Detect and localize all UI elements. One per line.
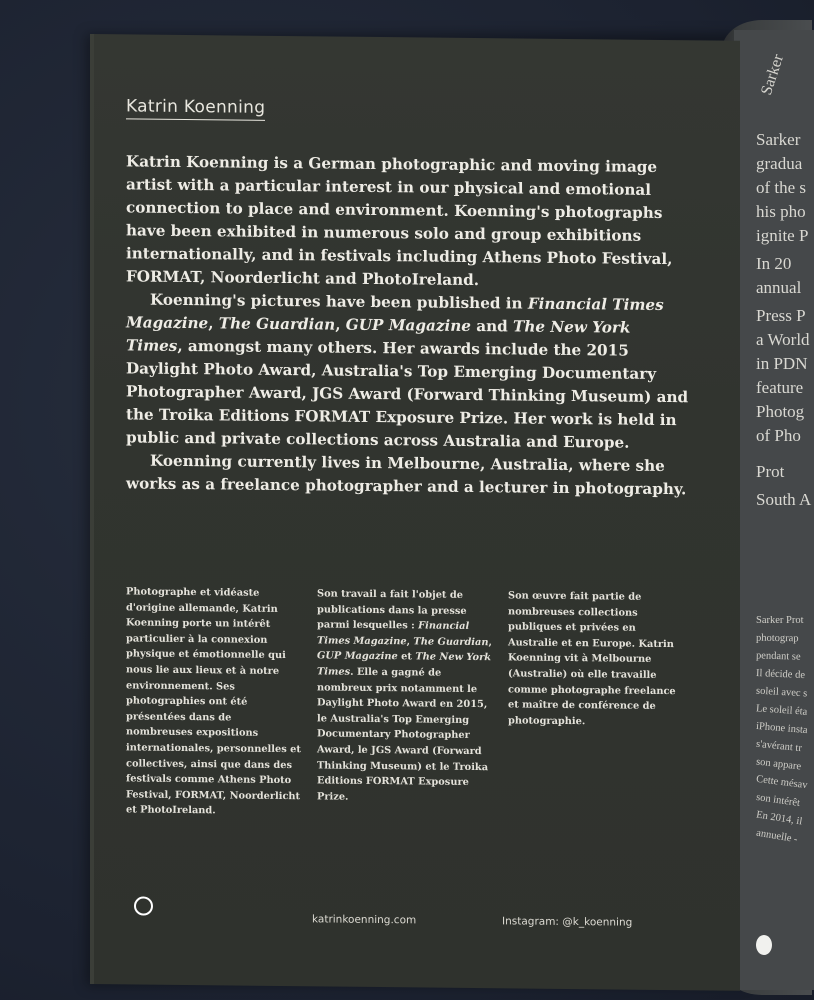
- next-page-small-line: Le soleil éta: [755, 703, 808, 718]
- magazine-page: [90, 34, 740, 991]
- artist-name-heading: Katrin Koenning: [126, 96, 265, 120]
- bio-paragraph-1: Katrin Koenning is a German photographic and moving image artist with a particular interest in our physical and emotional connection to place and environment. Koenning's photographs have been exhibited in numerous solo and group exhibitions internationally, and in festivals including Athens Photo Festival, FORMAT, Noorderlicht and PhotoIreland.: [126, 152, 673, 290]
- next-page-line: of Pho: [756, 426, 801, 445]
- publication-nyt: The New York Times: [126, 317, 631, 355]
- publication-guardian: The Guardian: [218, 314, 336, 334]
- instagram-handle: Instagram: @k_koenning: [502, 915, 633, 929]
- next-page-small-line: son appare: [755, 756, 802, 773]
- next-page-surface: [734, 30, 814, 990]
- bio-paragraph-2: Koenning's pictures have been published in Financial Times Magazine, The Guardian, GUP Magazine and The New York Times, amongst many others. Her awards include the 2015 Daylight Photo Award, Australia's Top Emerging Documentary Photographer Award, JGS Award (Forward Thinking Museum) and the Troika Editions FORMAT Exposure Prize. Her work is held in public and private collections across Australia and Europe.: [126, 290, 689, 452]
- next-page-small-line: Sarker Prot: [756, 615, 804, 626]
- next-page-line: feature: [756, 378, 804, 397]
- next-page-line: Sarker: [756, 130, 801, 149]
- next-page-line: in PDN: [756, 354, 808, 373]
- next-page-line: Press P: [756, 306, 806, 325]
- french-bio-column-2: Son travail a fait l'objet de publications dans la presse parmi lesquelles : Financial Times Magazine, The Guardian, GUP Magazine et The New York Times. Elle a gagné de nombreux prix notamment le Daylight Photo Award en 2015, le Australia's Top Emerging Documentary Photographer Award, le JGS Award (Forward Thinking Museum) et le Troika Editions FORMAT Exposure Prize.: [317, 588, 492, 803]
- next-page-line: ignite P: [756, 226, 809, 245]
- next-page-line: a World: [756, 330, 810, 349]
- next-page-small-line: Cette mésav: [755, 773, 809, 792]
- next-page-line: gradua: [756, 154, 803, 173]
- next-page-small-line: photograp: [755, 632, 799, 645]
- next-page-line: Prot: [756, 462, 785, 481]
- next-page-line: South A: [756, 490, 812, 509]
- next-page-line: his pho: [756, 202, 806, 221]
- french-bio-column-1: Photographe et vidéaste d'origine allemande, Katrin Koenning porte un intérêt particulier à la connexion physique et émotionnelle qui nous lie aux lieux et à notre environnement. Ses photographies ont été présentées dans de nombreuses expositions internationales, personnelles et collectives, ainsi que dans des festivals comme Athens Photo Festival, FORMAT, Noorderlicht et PhotoIreland.: [126, 586, 301, 817]
- publication-ft: Financial Times Magazine: [126, 294, 664, 333]
- next-page-small-line: annuelle -: [755, 827, 799, 846]
- next-page-line: of the s: [756, 178, 807, 197]
- next-page-small-line: En 2014, il: [755, 809, 803, 828]
- next-page-small-line: s'avérant tr: [755, 738, 803, 755]
- next-page-line: annual: [756, 278, 802, 297]
- next-page-small-line: pendant se: [755, 650, 801, 663]
- next-page-line: Photog: [756, 402, 805, 421]
- circle-icon: [134, 896, 153, 915]
- page-edge: [90, 34, 94, 984]
- next-page-line: In 20: [756, 254, 792, 273]
- french-bio-column-3: Son œuvre fait partie de nombreuses collections publiques et privées en Australie et en Europe. Katrin Koenning vit à Melbourne (Australie) où elle travaille comme photographe freelance et maître de conférence de photographie.: [508, 590, 676, 727]
- bio-paragraph-3: Koenning currently lives in Melbourne, Australia, where she works as a freelance photographer and a lecturer in photography.: [126, 451, 687, 499]
- publication-gup: GUP Magazine: [345, 315, 471, 335]
- next-page-small-line: son intérêt: [755, 791, 801, 810]
- next-page-header: Sarker: [758, 52, 788, 98]
- next-page-dot: [756, 935, 772, 955]
- next-page-small-line: Il décide de: [755, 667, 806, 682]
- website-text: katrinkoenning.com: [312, 913, 417, 927]
- english-bio: [126, 150, 692, 501]
- next-page-small-line: soleil avec s: [755, 685, 808, 700]
- next-page-small-line: iPhone insta: [755, 720, 808, 737]
